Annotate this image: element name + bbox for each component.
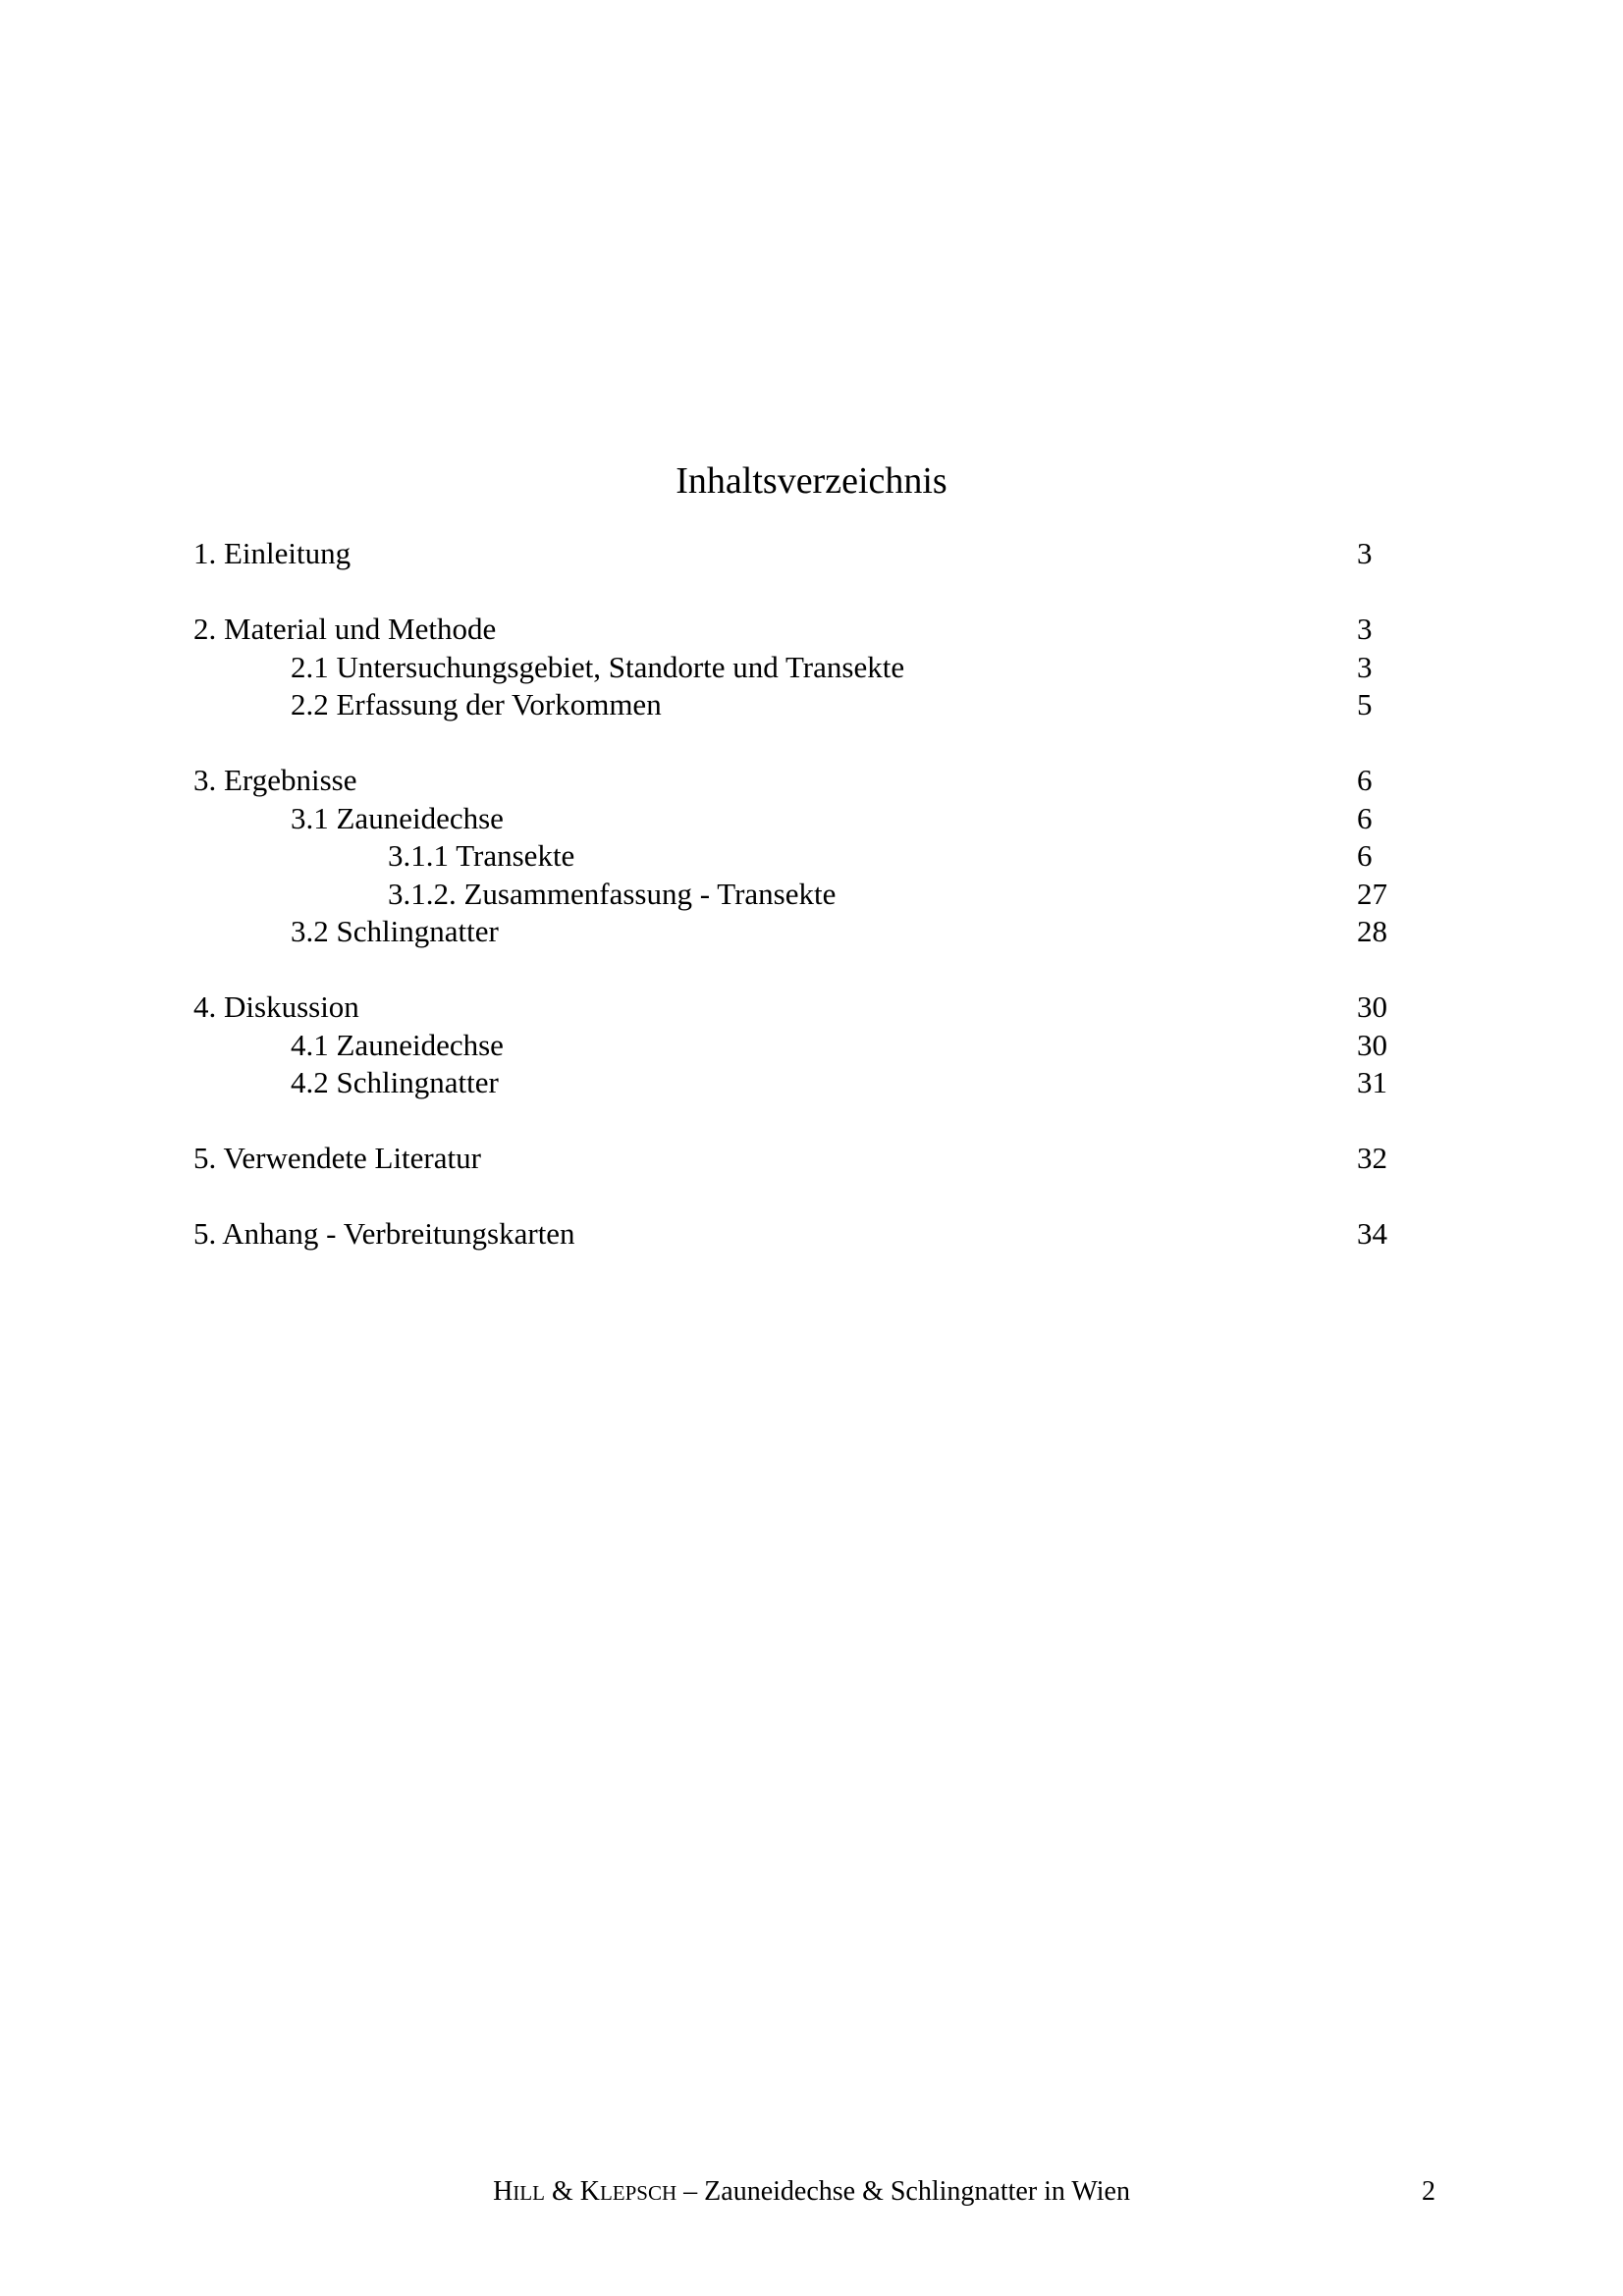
toc-entry-label: 3.1 Zauneidechse xyxy=(291,800,504,835)
toc-entry-label: 2.1 Untersuchungsgebiet, Standorte und Transekte xyxy=(291,649,905,684)
toc-entry[interactable] xyxy=(193,1064,1401,1102)
toc-entry-page: 3 xyxy=(1357,536,1373,570)
toc-entry-page: 27 xyxy=(1357,876,1387,911)
footer-author2-initial: K xyxy=(579,2176,600,2207)
footer-author1-rest: ILL xyxy=(513,2181,545,2205)
toc-entry-label: 5. Verwendete Literatur xyxy=(193,1141,481,1175)
toc-entry[interactable] xyxy=(193,988,1401,1027)
toc-entry-page: 6 xyxy=(1357,838,1373,873)
toc-entry-label: 5. Anhang - Verbreitungskarten xyxy=(193,1216,575,1251)
toc-entry-page: 6 xyxy=(1357,763,1373,797)
footer-running-title xyxy=(0,2174,1623,2211)
toc-entry-label: 4.1 Zauneidechse xyxy=(291,1027,504,1062)
footer-page-number: 2 xyxy=(1422,2176,1435,2207)
toc-entry-page: 30 xyxy=(1357,989,1387,1024)
toc-entry-label: 4. Diskussion xyxy=(193,989,359,1024)
toc-entry[interactable] xyxy=(193,876,1401,914)
toc-entry[interactable] xyxy=(193,837,1401,876)
toc-entry[interactable] xyxy=(193,913,1401,951)
footer-author1-initial: H xyxy=(493,2176,514,2207)
toc-entry-label: 2. Material und Methode xyxy=(193,612,497,646)
toc-entry[interactable] xyxy=(193,535,1401,573)
toc-entry-label: 1. Einleitung xyxy=(193,536,352,570)
toc-entry-page: 28 xyxy=(1357,914,1387,948)
toc-entry[interactable] xyxy=(193,611,1401,649)
toc-entry-page: 3 xyxy=(1357,612,1373,646)
toc-entry-label: 4.2 Schlingnatter xyxy=(291,1065,499,1099)
toc-entry[interactable] xyxy=(193,649,1401,687)
toc-entry-page: 5 xyxy=(1357,687,1373,721)
toc-entry[interactable] xyxy=(193,686,1401,724)
toc-entry-label: 3.1.1 Transekte xyxy=(388,838,575,873)
footer-author2-rest: LEPSCH xyxy=(599,2181,677,2205)
toc-entry-page: 30 xyxy=(1357,1027,1387,1062)
toc-entry[interactable] xyxy=(193,1027,1401,1065)
toc-entry-page: 31 xyxy=(1357,1065,1387,1099)
toc-entry-page: 34 xyxy=(1357,1216,1387,1251)
toc-entry-label: 2.2 Erfassung der Vorkommen xyxy=(291,687,662,721)
toc-entry[interactable] xyxy=(193,762,1401,800)
footer-subtitle: – Zauneidechse & Schlingnatter in Wien xyxy=(676,2176,1130,2207)
toc-entry-page: 32 xyxy=(1357,1141,1387,1175)
toc-entry-label: 3. Ergebnisse xyxy=(193,763,357,797)
table-of-contents xyxy=(193,535,1401,1254)
toc-entry-page: 3 xyxy=(1357,649,1373,684)
toc-entry-label: 3.2 Schlingnatter xyxy=(291,914,499,948)
footer-ampersand: & xyxy=(544,2176,580,2207)
toc-entry[interactable] xyxy=(193,1140,1401,1178)
toc-entry[interactable] xyxy=(193,800,1401,838)
toc-title: Inhaltsverzeichnis xyxy=(676,460,947,502)
toc-entry[interactable] xyxy=(193,1215,1401,1254)
toc-entry-page: 6 xyxy=(1357,800,1373,835)
toc-entry-label: 3.1.2. Zusammenfassung - Transekte xyxy=(388,876,837,911)
